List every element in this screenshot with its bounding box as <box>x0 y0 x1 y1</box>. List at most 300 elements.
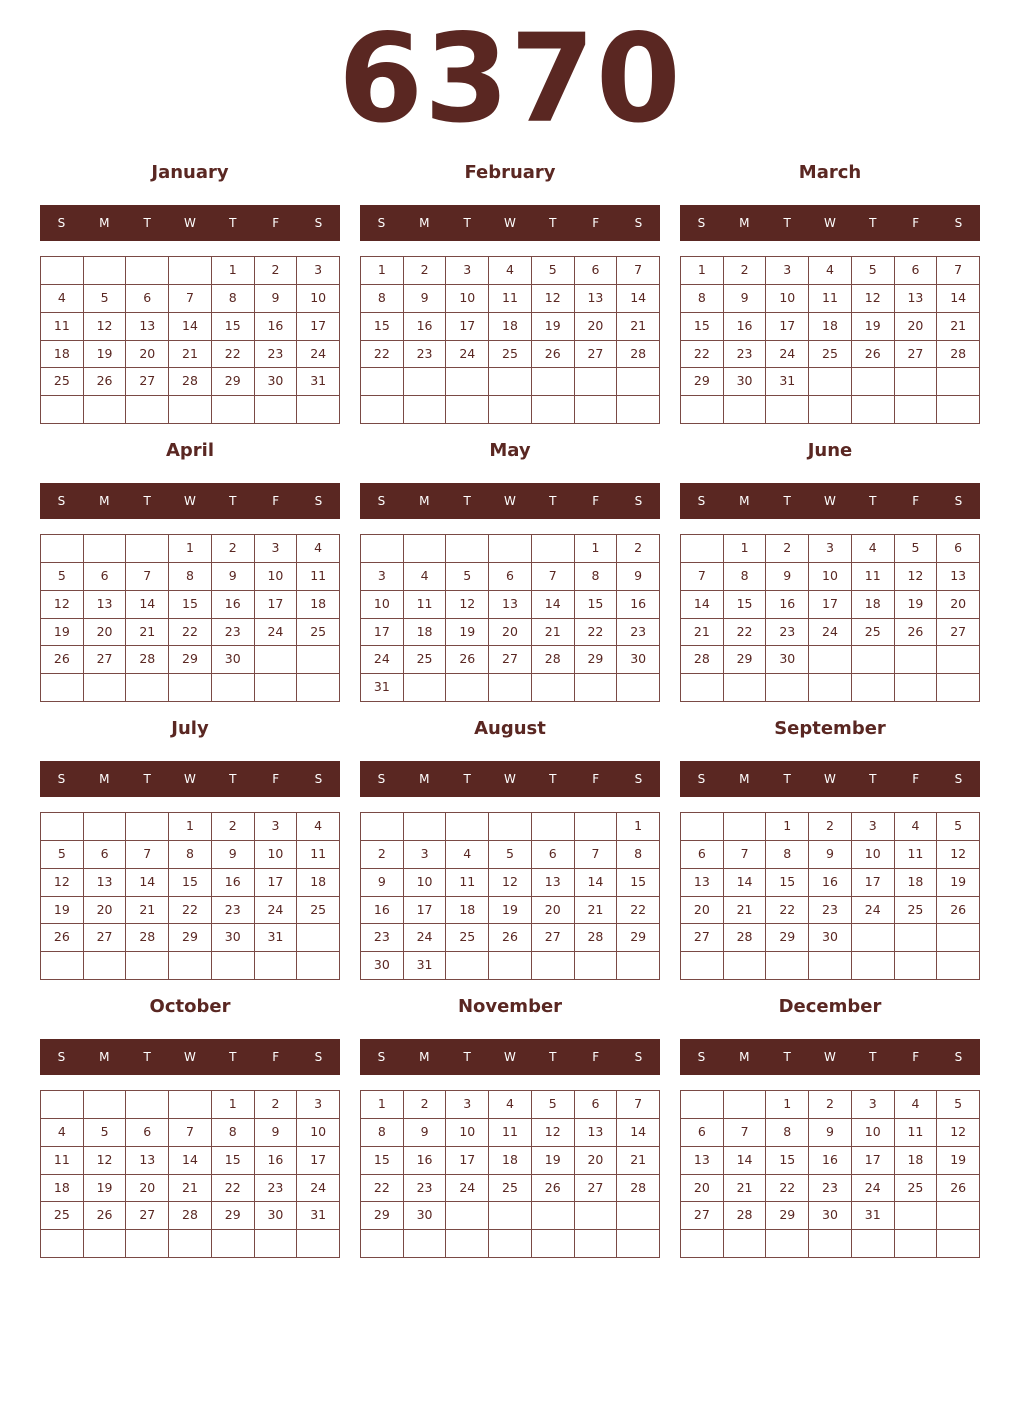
weekday-label: S <box>697 216 706 230</box>
day-cell: 27 <box>126 1202 169 1230</box>
day-cell: 7 <box>724 841 767 869</box>
empty-cell <box>126 535 169 563</box>
day-cell: 22 <box>575 619 618 647</box>
day-cell: 16 <box>212 591 255 619</box>
day-cell: 4 <box>852 535 895 563</box>
empty-cell <box>489 952 532 980</box>
weekday-label: T <box>143 772 151 786</box>
day-cell: 11 <box>852 563 895 591</box>
day-cell: 8 <box>169 563 212 591</box>
day-cell: 27 <box>575 1175 618 1203</box>
day-cell: 23 <box>255 1175 298 1203</box>
day-cell: 26 <box>84 1202 127 1230</box>
day-cell: 5 <box>937 813 980 841</box>
weekday-label: W <box>824 1050 836 1064</box>
empty-cell <box>489 1202 532 1230</box>
day-cell: 10 <box>297 1119 340 1147</box>
day-cell: 6 <box>575 257 618 285</box>
day-cell: 19 <box>937 869 980 897</box>
weekday-header <box>40 1039 340 1075</box>
empty-cell <box>446 952 489 980</box>
day-cell: 1 <box>724 535 767 563</box>
weekday-label: T <box>143 1050 151 1064</box>
empty-cell <box>809 1230 852 1258</box>
weekday-label: S <box>57 494 66 508</box>
day-cell: 6 <box>937 535 980 563</box>
empty-cell <box>681 535 724 563</box>
day-cell: 29 <box>617 924 660 952</box>
day-cell: 17 <box>255 591 298 619</box>
empty-cell <box>41 1230 84 1258</box>
empty-cell <box>41 257 84 285</box>
day-cell: 17 <box>297 313 340 341</box>
day-cell: 15 <box>361 313 404 341</box>
empty-cell <box>852 924 895 952</box>
weekday-label: S <box>697 1050 706 1064</box>
day-cell: 18 <box>297 869 340 897</box>
empty-cell <box>532 368 575 396</box>
weekday-label: T <box>549 216 557 230</box>
weekday-label: S <box>954 1050 963 1064</box>
day-cell: 16 <box>809 869 852 897</box>
day-cell: 31 <box>297 1202 340 1230</box>
day-cell: 18 <box>895 869 938 897</box>
weekday-label: M <box>739 494 750 508</box>
weekday-label: F <box>592 216 600 230</box>
day-cell: 5 <box>532 257 575 285</box>
day-cell: 12 <box>84 1147 127 1175</box>
day-cell: 30 <box>255 368 298 396</box>
day-cell: 22 <box>681 341 724 369</box>
day-cell: 29 <box>169 646 212 674</box>
weekday-label: F <box>912 1050 920 1064</box>
day-cell: 15 <box>169 591 212 619</box>
empty-cell <box>446 813 489 841</box>
day-cell: 22 <box>724 619 767 647</box>
day-cell: 18 <box>297 591 340 619</box>
day-cell: 5 <box>532 1091 575 1119</box>
day-cell: 14 <box>724 1147 767 1175</box>
day-cell: 16 <box>766 591 809 619</box>
day-cell: 26 <box>489 924 532 952</box>
day-cell: 20 <box>575 1147 618 1175</box>
empty-cell <box>41 1091 84 1119</box>
empty-cell <box>852 1230 895 1258</box>
month-name: March <box>798 162 862 183</box>
day-cell: 9 <box>809 841 852 869</box>
day-cell: 30 <box>255 1202 298 1230</box>
day-cell: 23 <box>404 341 447 369</box>
day-cell: 6 <box>681 841 724 869</box>
day-cell: 17 <box>809 591 852 619</box>
day-cell: 19 <box>489 897 532 925</box>
empty-cell <box>169 396 212 424</box>
day-cell: 16 <box>361 897 404 925</box>
day-cell: 12 <box>937 841 980 869</box>
day-cell: 30 <box>617 646 660 674</box>
day-cell: 9 <box>255 285 298 313</box>
day-cell: 31 <box>297 368 340 396</box>
day-cell: 24 <box>404 924 447 952</box>
day-cell: 14 <box>724 869 767 897</box>
empty-cell <box>937 396 980 424</box>
day-cell: 2 <box>255 257 298 285</box>
empty-cell <box>84 674 127 702</box>
day-cell: 12 <box>937 1119 980 1147</box>
day-cell: 23 <box>361 924 404 952</box>
empty-cell <box>575 674 618 702</box>
day-cell: 30 <box>404 1202 447 1230</box>
day-cell: 20 <box>84 619 127 647</box>
day-cell: 14 <box>617 285 660 313</box>
day-cell: 10 <box>446 1119 489 1147</box>
empty-cell <box>489 1230 532 1258</box>
empty-cell <box>126 952 169 980</box>
empty-cell <box>404 1230 447 1258</box>
day-cell: 26 <box>937 897 980 925</box>
day-cell: 9 <box>255 1119 298 1147</box>
day-cell: 1 <box>361 1091 404 1119</box>
day-cell: 27 <box>532 924 575 952</box>
month-name: June <box>807 440 853 461</box>
weekday-label: W <box>824 494 836 508</box>
day-cell: 31 <box>404 952 447 980</box>
empty-cell <box>895 646 938 674</box>
empty-cell <box>169 952 212 980</box>
day-grid <box>680 812 980 980</box>
day-cell: 26 <box>895 619 938 647</box>
day-grid <box>40 1090 340 1258</box>
day-cell: 18 <box>489 313 532 341</box>
empty-cell <box>255 674 298 702</box>
day-cell: 17 <box>361 619 404 647</box>
day-cell: 28 <box>126 924 169 952</box>
day-cell: 1 <box>169 535 212 563</box>
day-cell: 11 <box>895 841 938 869</box>
empty-cell <box>852 952 895 980</box>
empty-cell <box>255 1230 298 1258</box>
month-name: May <box>489 440 531 461</box>
day-cell: 4 <box>297 535 340 563</box>
day-cell: 4 <box>895 813 938 841</box>
empty-cell <box>169 1230 212 1258</box>
day-cell: 15 <box>617 869 660 897</box>
day-cell: 11 <box>297 563 340 591</box>
day-cell: 19 <box>895 591 938 619</box>
empty-cell <box>617 952 660 980</box>
weekday-header <box>40 483 340 519</box>
day-cell: 29 <box>212 1202 255 1230</box>
day-cell: 17 <box>404 897 447 925</box>
weekday-label: T <box>783 772 791 786</box>
day-cell: 7 <box>681 563 724 591</box>
day-cell: 11 <box>895 1119 938 1147</box>
day-cell: 1 <box>617 813 660 841</box>
weekday-label: S <box>314 216 323 230</box>
day-cell: 13 <box>532 869 575 897</box>
empty-cell <box>446 1202 489 1230</box>
day-cell: 4 <box>809 257 852 285</box>
day-cell: 23 <box>809 897 852 925</box>
day-cell: 2 <box>617 535 660 563</box>
day-cell: 8 <box>169 841 212 869</box>
day-cell: 3 <box>404 841 447 869</box>
weekday-label: T <box>869 772 877 786</box>
day-cell: 22 <box>361 341 404 369</box>
empty-cell <box>297 1230 340 1258</box>
day-cell: 15 <box>681 313 724 341</box>
day-cell: 16 <box>809 1147 852 1175</box>
empty-cell <box>489 396 532 424</box>
empty-cell <box>724 674 767 702</box>
day-cell: 14 <box>532 591 575 619</box>
day-cell: 1 <box>212 257 255 285</box>
empty-cell <box>361 813 404 841</box>
day-cell: 8 <box>361 285 404 313</box>
empty-cell <box>126 1230 169 1258</box>
day-cell: 2 <box>255 1091 298 1119</box>
month-name: September <box>774 718 886 739</box>
day-cell: 23 <box>404 1175 447 1203</box>
weekday-label: S <box>634 216 643 230</box>
day-cell: 9 <box>809 1119 852 1147</box>
empty-cell <box>297 646 340 674</box>
day-cell: 25 <box>489 1175 532 1203</box>
day-cell: 21 <box>126 619 169 647</box>
day-cell: 25 <box>489 341 532 369</box>
weekday-label: T <box>783 494 791 508</box>
weekday-header <box>680 483 980 519</box>
empty-cell <box>532 952 575 980</box>
empty-cell <box>84 1091 127 1119</box>
day-cell: 4 <box>297 813 340 841</box>
day-cell: 10 <box>766 285 809 313</box>
empty-cell <box>895 924 938 952</box>
day-cell: 24 <box>255 619 298 647</box>
day-cell: 18 <box>41 341 84 369</box>
day-cell: 13 <box>84 591 127 619</box>
day-cell: 19 <box>41 619 84 647</box>
empty-cell <box>681 1230 724 1258</box>
day-cell: 8 <box>575 563 618 591</box>
day-cell: 27 <box>575 341 618 369</box>
day-cell: 3 <box>255 813 298 841</box>
day-cell: 7 <box>617 257 660 285</box>
day-cell: 8 <box>681 285 724 313</box>
weekday-label: S <box>57 1050 66 1064</box>
empty-cell <box>766 952 809 980</box>
weekday-header <box>680 1039 980 1075</box>
day-cell: 12 <box>41 869 84 897</box>
weekday-label: S <box>954 216 963 230</box>
weekday-label: M <box>419 1050 430 1064</box>
day-cell: 7 <box>617 1091 660 1119</box>
day-cell: 27 <box>126 368 169 396</box>
empty-cell <box>126 396 169 424</box>
weekday-header <box>680 205 980 241</box>
day-grid <box>680 1090 980 1258</box>
empty-cell <box>575 368 618 396</box>
day-cell: 8 <box>766 1119 809 1147</box>
day-cell: 13 <box>84 869 127 897</box>
day-cell: 8 <box>724 563 767 591</box>
day-cell: 13 <box>489 591 532 619</box>
day-cell: 12 <box>532 1119 575 1147</box>
day-cell: 7 <box>532 563 575 591</box>
day-cell: 28 <box>724 924 767 952</box>
day-cell: 20 <box>681 897 724 925</box>
weekday-label: T <box>229 494 237 508</box>
day-cell: 9 <box>617 563 660 591</box>
day-cell: 31 <box>766 368 809 396</box>
empty-cell <box>937 924 980 952</box>
empty-cell <box>404 813 447 841</box>
day-cell: 22 <box>766 897 809 925</box>
weekday-header <box>40 205 340 241</box>
weekday-label: T <box>463 772 471 786</box>
empty-cell <box>41 813 84 841</box>
day-cell: 25 <box>41 368 84 396</box>
empty-cell <box>212 674 255 702</box>
day-grid <box>360 812 660 980</box>
day-cell: 6 <box>681 1119 724 1147</box>
day-cell: 24 <box>446 1175 489 1203</box>
empty-cell <box>297 396 340 424</box>
empty-cell <box>126 1091 169 1119</box>
day-cell: 14 <box>126 591 169 619</box>
day-cell: 3 <box>255 535 298 563</box>
day-grid <box>360 1090 660 1258</box>
day-cell: 20 <box>532 897 575 925</box>
weekday-header <box>360 205 660 241</box>
weekday-label: T <box>549 494 557 508</box>
day-cell: 3 <box>766 257 809 285</box>
weekday-label: S <box>314 1050 323 1064</box>
day-cell: 8 <box>617 841 660 869</box>
day-cell: 26 <box>937 1175 980 1203</box>
empty-cell <box>404 396 447 424</box>
month-name: July <box>171 718 209 739</box>
day-cell: 16 <box>255 313 298 341</box>
day-cell: 27 <box>895 341 938 369</box>
day-cell: 17 <box>297 1147 340 1175</box>
weekday-label: M <box>99 772 110 786</box>
day-cell: 13 <box>681 869 724 897</box>
empty-cell <box>937 1230 980 1258</box>
day-cell: 25 <box>41 1202 84 1230</box>
day-cell: 26 <box>446 646 489 674</box>
empty-cell <box>84 535 127 563</box>
day-cell: 8 <box>361 1119 404 1147</box>
empty-cell <box>575 813 618 841</box>
day-cell: 10 <box>809 563 852 591</box>
day-cell: 18 <box>489 1147 532 1175</box>
day-cell: 26 <box>852 341 895 369</box>
day-cell: 25 <box>404 646 447 674</box>
empty-cell <box>41 674 84 702</box>
weekday-label: F <box>912 494 920 508</box>
day-cell: 1 <box>575 535 618 563</box>
weekday-label: S <box>697 494 706 508</box>
day-cell: 7 <box>169 1119 212 1147</box>
empty-cell <box>852 368 895 396</box>
day-cell: 16 <box>617 591 660 619</box>
day-cell: 18 <box>852 591 895 619</box>
day-cell: 29 <box>212 368 255 396</box>
day-cell: 30 <box>809 924 852 952</box>
day-cell: 9 <box>212 563 255 591</box>
day-cell: 26 <box>532 341 575 369</box>
empty-cell <box>895 674 938 702</box>
day-cell: 20 <box>126 1175 169 1203</box>
day-cell: 11 <box>41 313 84 341</box>
day-cell: 28 <box>532 646 575 674</box>
day-cell: 12 <box>489 869 532 897</box>
day-cell: 22 <box>169 619 212 647</box>
day-cell: 21 <box>126 897 169 925</box>
day-cell: 9 <box>766 563 809 591</box>
empty-cell <box>895 368 938 396</box>
day-cell: 25 <box>297 619 340 647</box>
day-cell: 2 <box>809 813 852 841</box>
day-cell: 6 <box>489 563 532 591</box>
day-cell: 8 <box>766 841 809 869</box>
day-cell: 7 <box>126 563 169 591</box>
weekday-label: M <box>419 772 430 786</box>
day-cell: 31 <box>361 674 404 702</box>
weekday-label: M <box>419 494 430 508</box>
empty-cell <box>617 1230 660 1258</box>
day-cell: 8 <box>212 1119 255 1147</box>
empty-cell <box>809 952 852 980</box>
month-name: October <box>149 996 231 1017</box>
day-cell: 12 <box>446 591 489 619</box>
day-cell: 11 <box>489 285 532 313</box>
empty-cell <box>361 1230 404 1258</box>
empty-cell <box>169 257 212 285</box>
weekday-label: S <box>697 772 706 786</box>
weekday-label: M <box>99 216 110 230</box>
day-cell: 7 <box>724 1119 767 1147</box>
weekday-label: F <box>592 1050 600 1064</box>
empty-cell <box>724 1091 767 1119</box>
empty-cell <box>724 1230 767 1258</box>
day-cell: 15 <box>212 313 255 341</box>
day-cell: 24 <box>361 646 404 674</box>
day-cell: 6 <box>126 285 169 313</box>
empty-cell <box>724 813 767 841</box>
empty-cell <box>852 646 895 674</box>
day-cell: 1 <box>169 813 212 841</box>
day-cell: 28 <box>724 1202 767 1230</box>
empty-cell <box>361 535 404 563</box>
day-cell: 5 <box>84 1119 127 1147</box>
day-cell: 17 <box>255 869 298 897</box>
day-cell: 18 <box>809 313 852 341</box>
day-cell: 6 <box>575 1091 618 1119</box>
day-cell: 5 <box>84 285 127 313</box>
day-cell: 3 <box>297 257 340 285</box>
day-cell: 28 <box>169 368 212 396</box>
day-cell: 25 <box>895 1175 938 1203</box>
empty-cell <box>361 368 404 396</box>
empty-cell <box>681 1091 724 1119</box>
day-cell: 16 <box>255 1147 298 1175</box>
day-cell: 27 <box>681 1202 724 1230</box>
day-cell: 3 <box>809 535 852 563</box>
day-cell: 31 <box>255 924 298 952</box>
weekday-label: S <box>954 772 963 786</box>
